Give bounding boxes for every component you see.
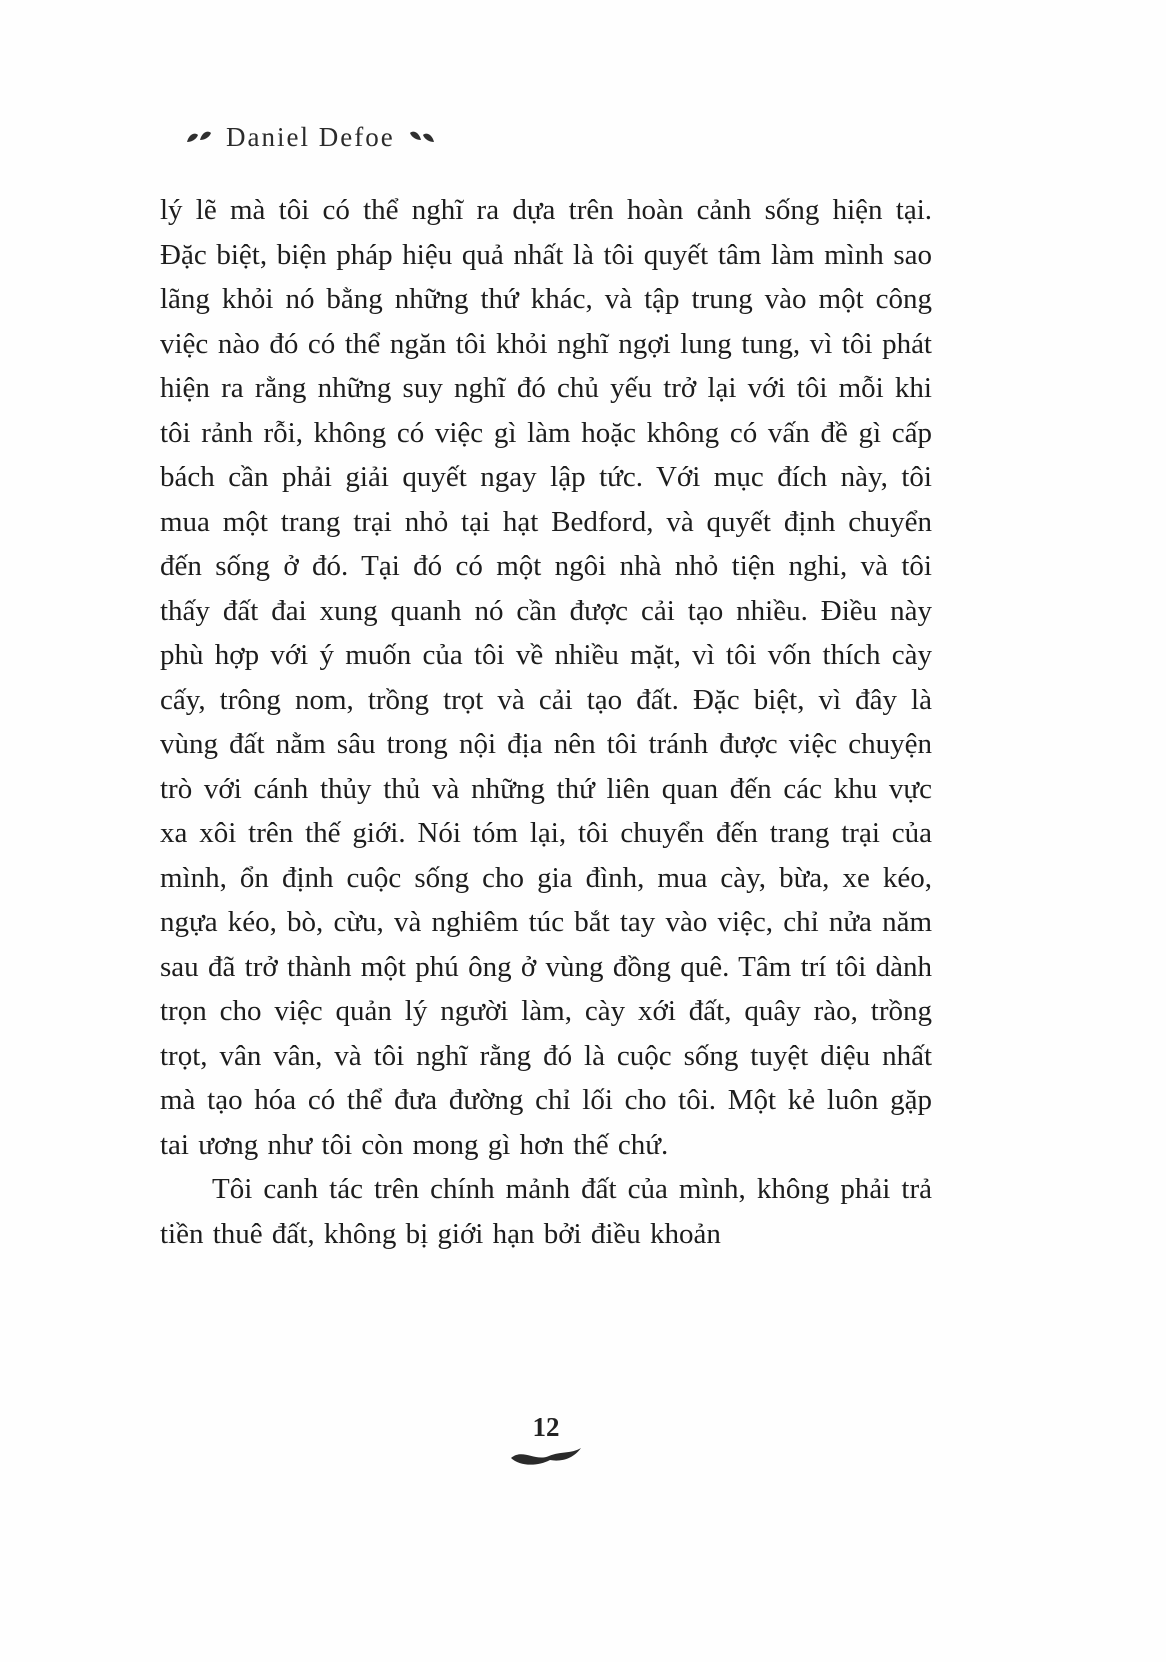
page-number: 12 — [532, 1412, 560, 1442]
swash-ornament-left-icon — [184, 129, 214, 147]
paragraph: Tôi canh tác trên chính mảnh đất của mình, không phải trả tiền thuê đất, không bị giới hạn bởi điều khoản — [160, 1173, 932, 1250]
swash-ornament-right-icon — [407, 129, 437, 147]
page-header — [184, 122, 437, 153]
page-body — [160, 188, 932, 1256]
author-name: Daniel Defoe — [226, 122, 395, 152]
page-footer — [160, 1412, 932, 1467]
paragraph: lý lẽ mà tôi có thể nghĩ ra dựa trên hoàn cảnh sống hiện tại. Đặc biệt, biện pháp hiệu quả nhất là tôi quyết tâm làm mình sao lãng khỏi nó bằng những thứ khác, và tập trung vào một công việc nào đó có thể ngăn tôi khỏi nghĩ ngợi lung tung, vì tôi phát hiện ra rằng những suy nghĩ đó chủ yếu trở lại với tôi mỗi khi tôi rảnh rỗi, không có việc gì làm hoặc không có vấn đề gì cấp bách cần phải giải quyết ngay lập tức. Với mục đích này, tôi mua một trang trại nhỏ tại hạt Bedford, và quyết định chuyển đến sống ở đó. Tại đó có một ngôi nhà nhỏ tiện nghi, và tôi thấy đất đai xung quanh nó cần được cải tạo nhiều. Điều này phù hợp với ý muốn của tôi về nhiều mặt, vì tôi vốn thích cày cấy, trông nom, trồng trọt và cải tạo đất. Đặc biệt, vì đây là vùng đất nằm sâu trong nội địa nên tôi tránh được việc chuyện trò với cánh thủy thủ và những thứ liên quan đến các khu vực xa xôi trên thế giới. Nói tóm lại, tôi chuyển đến trang trại của mình, ổn định cuộc sống cho gia đình, mua cày, bừa, xe kéo, ngựa kéo, bò, cừu, và nghiêm túc bắt tay vào việc, chỉ nửa năm sau đã trở thành một phú ông ở vùng đồng quê. Tâm trí tôi dành trọn cho việc quản lý người làm, cày xới đất, quây rào, trồng trọt, vân vân, và tôi nghĩ rằng đó là cuộc sống tuyệt diệu nhất mà tạo hóa có thể đưa đường chỉ lối cho tôi. Một kẻ luôn gặp tai ương như tôi còn mong gì hơn thế chứ. — [160, 194, 932, 1161]
footer-flourish-icon — [160, 1445, 932, 1467]
